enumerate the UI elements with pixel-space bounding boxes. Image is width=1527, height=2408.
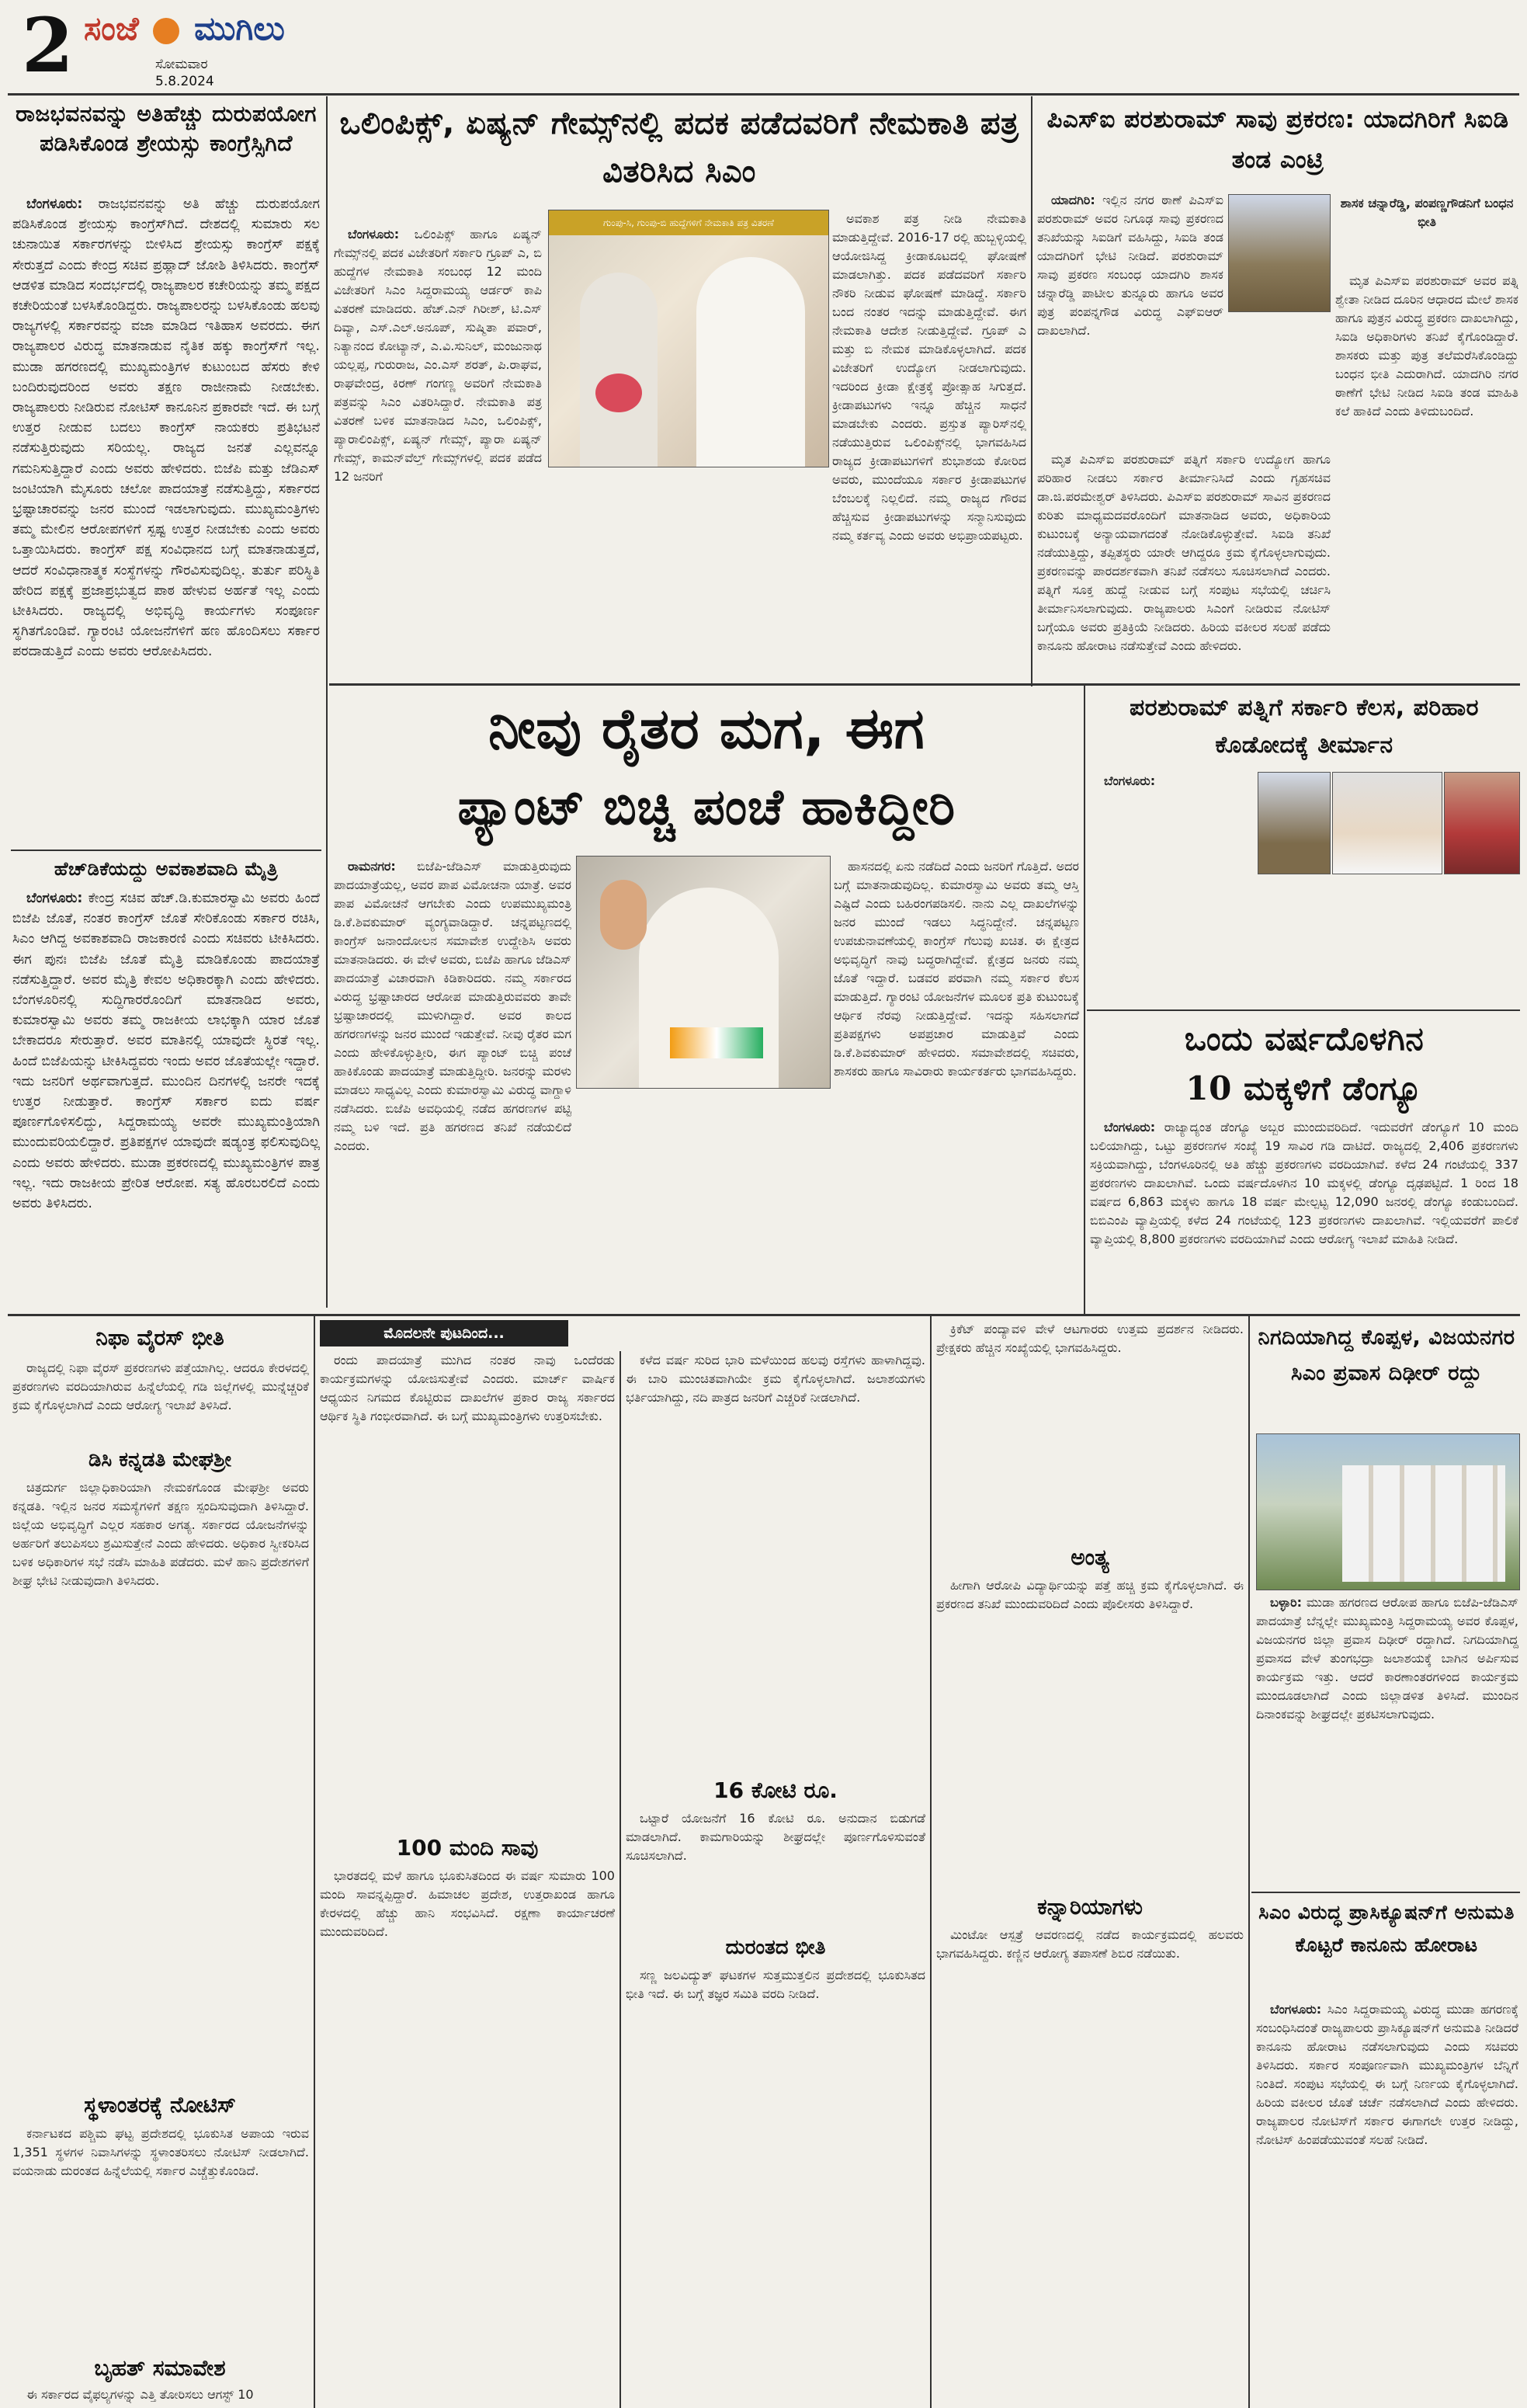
- left-dateline: ಬೆಂಗಳೂರು:: [26, 196, 83, 212]
- masthead: [0, 0, 1527, 93]
- masthead-name-red: ಸಂಜೆ: [84, 9, 139, 47]
- koppal-photo: [1256, 1433, 1520, 1590]
- nipah-sub2-body: [12, 2125, 309, 2350]
- psi-body-mid-text: ಮೃತ ಪಿಎಸ್‌ಐ ಪರಶುರಾಮ್ ಪತ್ನಿಗೆ ಸರ್ಕಾರಿ ಉದ್ಯೋಗ ಹಾಗೂ ಪರಿಹಾರ ನೀಡಲು ಸರ್ಕಾರ ತೀರ್ಮಾನಿಸಿದೆ ಎಂದು ಗೃಹಸಚಿವ ಡಾ.ಜಿ.ಪರಮೇಶ್ವರ್ ತಿಳಿಸಿದರು. ಪಿಎಸ್‌ಐ ಪರಶುರಾಮ್ ಸಾವಿನ ಪ್ರಕರಣದ ಕುರಿತು ಮಾಧ್ಯಮದವರೊಂದಿಗೆ ಮಾತನಾಡಿದ ಅವರು, ಅಧಿಕಾರಿಯ ಕುಟುಂಬಕ್ಕೆ ಅನ್ಯಾಯವಾಗದಂತೆ ನೋಡಿಕೊಳ್ಳುತ್ತೇವೆ. ಸಿಐಡಿ ತನಿಖೆ ನಡೆಯುತ್ತಿದ್ದು, ತಪ್ಪಿತಸ್ಥರು ಯಾರೇ ಆಗಿದ್ದರೂ ಕ್ರಮ ಕೈಗೊಳ್ಳಲಾಗುವುದು. ಪ್ರಕರಣವನ್ನು ಪಾರದರ್ಶಕವಾಗಿ ತನಿಖೆ ನಡೆಸಲು ಸೂಚಿಸಲಾಗಿದೆ ಎಂದರು. ಪತ್ನಿಗೆ ಸೂಕ್ತ ಹುದ್ದೆ ನೀಡುವ ಬಗ್ಗೆ ಸಂಪುಟ ಸಭೆಯಲ್ಲಿ ಚರ್ಚಿಸಿ ತೀರ್ಮಾನಿಸಲಾಗುವುದು. ರಾಜ್ಯಪಾಲರು ಸಿಎಂಗೆ ನೀಡಿರುವ ನೋಟಿಸ್ ಬಗ್ಗೆಯೂ ಅವರು ಪ್ರತಿಕ್ರಿಯೆ ನೀಡಿದರು. ಹಿರಿಯ ವಕೀಲರ ಸಲಹೆ ಪಡೆದು ಕಾನೂನು ಹೋರಾಟ ನಡೆಸುತ್ತೇವೆ ಎಂದು ಹೇಳಿದರು.: [1037, 452, 1331, 653]
- masthead-name-blue: ಮುಗಿಲು: [194, 9, 285, 47]
- continued-col2-sub2-body: [626, 1966, 925, 2401]
- continued-col1-sub: 100 ಮಂದಿ ಸಾವು: [396, 1835, 539, 1861]
- crowd-figures: [1342, 1465, 1505, 1582]
- nipah-sub2: ಸ್ಥಳಾಂತರಕ್ಕೆ ನೋಟಿಸ್: [84, 2092, 236, 2118]
- dks-col-b: [834, 857, 1079, 1308]
- continued-col1-text: ರಂದು ಪಾದಯಾತ್ರೆ ಮುಗಿದ ನಂತರ ನಾವು ಒಂದೆರಡು ಕಾರ್ಯಕ್ರಮಗಳನ್ನು ಯೋಜಿಸುತ್ತೇವೆ ಎಂದರು. ಮಾರ್ಚ್ ವಾರ್ಷಿಕ ಆಧ್ಯಯನ ನಿಗಮದ ಕೊಟ್ಟಿರುವ ದಾಖಲೆಗಳ ಪ್ರಕಾರ ರಾಜ್ಯ ಸರ್ಕಾರದ ಆರ್ಥಿಕ ಸ್ಥಿತಿ ಗಂಭೀರವಾಗಿದೆ. ಈ ಬಗ್ಗೆ ಮುಖ್ಯಮಂತ್ರಿಗಳು ಉತ್ತರಿಸಬೇಕು.: [320, 1353, 615, 1423]
- nipah-body: [12, 1359, 309, 1444]
- olympic-body-left-text: ಒಲಿಂಪಿಕ್ಸ್ ಹಾಗೂ ಏಷ್ಯನ್ ಗೇಮ್ಸ್‌ನಲ್ಲಿ ಪದಕ ವಿಜೇತರಿಗೆ ಸರ್ಕಾರಿ ಗ್ರೂಪ್ ಎ, ಬಿ ಹುದ್ದೆಗಳ ನೇಮಕಾತಿ ಸಂಬಂಧ 12 ಮಂದಿ ವಿಜೇತರಿಗೆ ಸಿಎಂ ಸಿದ್ದರಾಮಯ್ಯ ಆರ್ಡರ್ ಕಾಪಿ ವಿತರಣೆ ಮಾಡಿದರು. ಹೆಚ್.ಎನ್ ಗಿರೀಶ್, ಟಿ.ಎಸ್ ದಿವ್ಯಾ, ಎಸ್.ಎಲ್.ಅನೂಪ್, ಸುಷ್ಮಿತಾ ಪವಾರ್, ನಿತ್ಯಾನಂದ ಕೋಟ್ಯಾನ್, ಎ.ವಿ.ಸುನಿಲ್, ಮಂಜುನಾಥ ಯಲ್ಲಪ್ಪ, ಗುರುರಾಜ, ಎಂ.ಎಸ್ ಶರತ್, ಪಿ.ರಾಘವ, ರಾಘವೇಂದ್ರ, ಕಿರಣ್ ಗಂಗಣ್ಣ ಅವರಿಗೆ ನೇಮಕಾತಿ ಪತ್ರವನ್ನು ಸಿಎಂ ವಿತರಿಸಿದ್ದಾರೆ. ನೇಮಕಾತಿ ಪತ್ರ ವಿತರಣೆ ಬಳಿಕ ಮಾತನಾಡಿದ ಸಿಎಂ, ಒಲಿಂಪಿಕ್ಸ್, ಪ್ಯಾರಾಲಿಂಪಿಕ್ಸ್, ಏಷ್ಯನ್ ಗೇಮ್ಸ್, ಪ್ಯಾರಾ ಏಷ್ಯನ್ ಗೇಮ್ಸ್, ಕಾಮನ್‌ವೆಲ್ತ್ ಗೇಮ್ಸ್‌ಗಳಲ್ಲಿ ಪದಕ ಪಡೆದ 12 ಜನರಿಗೆ: [334, 227, 542, 484]
- olympic-body-left: [334, 225, 542, 668]
- continued-col1-sub-body: [320, 1867, 615, 2333]
- parashuram-photo-1: [1258, 772, 1331, 874]
- psi-body-top-text: ಇಲ್ಲಿನ ನಗರ ಠಾಣೆ ಪಿಎಸ್‌ಐ ಪರಶುರಾಮ್ ಅವರ ನಿಗೂಢ ಸಾವು ಪ್ರಕರಣದ ತನಿಖೆಯನ್ನು ಸಿಐಡಿಗೆ ವಹಿಸಿದ್ದು, ಸಿಐಡಿ ತಂಡ ಯಾದಗಿರಿಗೆ ಭೇಟಿ ನೀಡಿದೆ. ಪರಶುರಾಮ್ ಸಾವು ಪ್ರಕರಣ ಸಂಬಂಧ ಯಾದಗಿರಿ ಶಾಸಕ ಚನ್ನಾರೆಡ್ಡಿ ಪಾಟೀಲ ತುನ್ನೂರು ಹಾಗೂ ಅವರ ಪುತ್ರ ಪಂಪನ್ನಗೌಡ ವಿರುದ್ಧ ಎಫ್‌ಐಆರ್ ದಾಖಲಾಗಿದೆ.: [1037, 193, 1223, 338]
- parashuram-photo-2: [1332, 772, 1442, 874]
- nipah-sub1: ಡಿಸಿ ಕನ್ನಡತಿ ಮೇಘಶ್ರೀ: [88, 1448, 231, 1472]
- psi-headline: ಪಿಎಸ್‌ಐ ಪರಶುರಾಮ್ ಸಾವು ಪ್ರಕರಣ: ಯಾದಗಿರಿಗೆ ಸಿಐಡಿ ತಂಡ ಎಂಟ್ರಿ: [1046, 106, 1509, 174]
- nipah-body-text: ರಾಜ್ಯದಲ್ಲಿ ನಿಫಾ ವೈರಸ್ ಪ್ರಕರಣಗಳು ಪತ್ತೆಯಾಗಿಲ್ಲ. ಆದರೂ ಕೇರಳದಲ್ಲಿ ಪ್ರಕರಣಗಳು ವರದಿಯಾಗಿರುವ ಹಿನ್ನೆಲೆಯಲ್ಲಿ ಗಡಿ ಜಿಲ್ಲೆಗಳಲ್ಲಿ ಮುನ್ನೆಚ್ಚರಿಕೆ ಕ್ರಮ ಕೈಗೊಳ್ಳಲಾಗಿದೆ ಎಂದು ಆರೋಗ್ಯ ಇಲಾಖೆ ತಿಳಿಸಿದೆ.: [12, 1360, 309, 1412]
- continued-col2-sub: 16 ಕೋಟಿ ರೂ.: [713, 1777, 838, 1803]
- masthead-date: 5.8.2024: [155, 74, 214, 89]
- continued-col1: [320, 1351, 615, 1786]
- dengue-body-text: ರಾಜ್ಯಾದ್ಯಂತ ಡೆಂಗ್ಯೂ ಅಬ್ಬರ ಮುಂದುವರಿದಿದೆ. ಇದುವರೆಗೆ ಡೆಂಗ್ಯೂಗೆ 10 ಮಂದಿ ಬಲಿಯಾಗಿದ್ದು, ಒಟ್ಟು ಪ್ರಕರಣಗಳ ಸಂಖ್ಯೆ 19 ಸಾವಿರ ಗಡಿ ದಾಟಿದೆ. ರಾಜ್ಯದಲ್ಲಿ 2,406 ಪ್ರಕರಣಗಳು ಸಕ್ರಿಯವಾಗಿದ್ದು, ಬೆಂಗಳೂರಿನಲ್ಲಿ ಅತಿ ಹೆಚ್ಚು ಪ್ರಕರಣಗಳು ವರದಿಯಾಗಿವೆ. ಕಳೆದ 24 ಗಂಟೆಯಲ್ಲಿ 337 ಪ್ರಕರಣಗಳು ದಾಖಲಾಗಿವೆ. ಒಂದು ವರ್ಷದೊಳಗಿನ 10 ಮಕ್ಕಳಲ್ಲಿ ಡೆಂಗ್ಯೂ ದೃಢಪಟ್ಟಿದೆ. 1 ರಿಂದ 18 ವರ್ಷದ 6,863 ಮಕ್ಕಳು ಹಾಗೂ 18 ವರ್ಷ ಮೇಲ್ಪಟ್ಟ 12,090 ಜನರಲ್ಲಿ ಡೆಂಗ್ಯೂ ಕಂಡುಬಂದಿದೆ. ಬಿಬಿಎಂಪಿ ವ್ಯಾಪ್ತಿಯಲ್ಲಿ ಕಳೆದ 24 ಗಂಟೆಯಲ್ಲಿ 123 ಪ್ರಕರಣಗಳು ದಾಖಲಾಗಿವೆ. ಇಲ್ಲಿಯವರೆಗೆ ಪಾಲಿಕೆ ವ್ಯಾಪ್ತಿಯಲ್ಲಿ 8,800 ಪ್ರಕರಣಗಳು ವರದಿಯಾಗಿವೆ ಎಂದು ಆರೋಗ್ಯ ಇಲಾಖೆ ಮಾಹಿತಿ ನೀಡಿದೆ.: [1090, 1120, 1518, 1246]
- continued-col3-sub: ಅಂತ್ಯ: [1071, 1545, 1109, 1570]
- koppal-subheadline: ಸಿಎಂ ವಿರುದ್ಧ ಪ್ರಾಸಿಕ್ಯೂಷನ್‌ಗೆ ಅನುಮತಿ ಕೊಟ್ಟರೆ ಕಾನೂನು ಹೋರಾಟ: [1258, 1901, 1515, 1956]
- speaker-figure: [639, 888, 779, 1089]
- continued-col1-sub-body-text: ಭಾರತದಲ್ಲಿ ಮಳೆ ಹಾಗೂ ಭೂಕುಸಿತದಿಂದ ಈ ವರ್ಷ ಸುಮಾರು 100 ಮಂದಿ ಸಾವನ್ನಪ್ಪಿದ್ದಾರೆ. ಹಿಮಾಚಲ ಪ್ರದೇಶ, ಉತ್ತರಾಖಂಡ ಹಾಗೂ ಕೇರಳದಲ್ಲಿ ಹೆಚ್ಚು ಹಾನಿ ಸಂಭವಿಸಿದೆ. ರಕ್ಷಣಾ ಕಾರ್ಯಾಚರಣೆ ಮುಂದುವರಿದಿದೆ.: [320, 1868, 615, 1939]
- koppal-sub-body: [1256, 2000, 1518, 2401]
- psi-body-mid: [1037, 450, 1331, 668]
- party-scarf: [670, 1027, 763, 1058]
- continued-col2-sub-body-text: ಒಟ್ಟಾರೆ ಯೋಜನೆಗೆ 16 ಕೋಟಿ ರೂ. ಅನುದಾನ ಬಿಡುಗಡೆ ಮಾಡಲಾಗಿದೆ. ಕಾಮಗಾರಿಯನ್ನು ಶೀಘ್ರದಲ್ಲೇ ಪೂರ್ಣಗೊಳಿಸುವಂತೆ ಸೂಚಿಸಲಾಗಿದೆ.: [626, 1811, 925, 1863]
- continued-col3-sub-body-text: ಹೀಗಾಗಿ ಆರೋಪಿ ವಿದ್ಯಾರ್ಥಿಯನ್ನು ಪತ್ತೆ ಹಚ್ಚಿ ಕ್ರಮ ಕೈಗೊಳ್ಳಲಾಗಿದೆ. ಈ ಪ್ರಕರಣದ ತನಿಖೆ ಮುಂದುವರಿದಿದೆ ಎಂದು ಪೊಲೀಸರು ತಿಳಿಸಿದ್ದಾರೆ.: [936, 1578, 1244, 1611]
- continued-col3-sub2-body-text: ಮಿಂಟೋ ಆಸ್ಪತ್ರೆ ಆವರಣದಲ್ಲಿ ನಡೆದ ಕಾರ್ಯಕ್ರಮದಲ್ಲಿ ಹಲವರು ಭಾಗವಹಿಸಿದ್ದರು. ಕಣ್ಣಿನ ಆರೋಗ್ಯ ತಪಾಸಣೆ ಶಿಬಿರ ನಡೆಯಿತು.: [936, 1927, 1244, 1961]
- parashuram-photo-3: [1444, 772, 1520, 874]
- left-sub-body: ಕೇಂದ್ರ ಸಚಿವ ಹೆಚ್.ಡಿ.ಕುಮಾರಸ್ವಾಮಿ ಅವರು ಹಿಂದೆ ಬಿಜೆಪಿ ಜೊತೆ, ನಂತರ ಕಾಂಗ್ರೆಸ್ ಜೊತೆ ಸೇರಿಕೊಂಡು ಸರ್ಕಾರ ರಚಿಸಿ, ಸಿಎಂ ಆಗಿದ್ದ ಅವಕಾಶವಾದಿ ರಾಜಕಾರಣಿ ಎಂದು ಸಚಿವರು ಟೀಕಿಸಿದರು. ಈಗ ಪುನಃ ಬಿಜೆಪಿ ಜೊತೆ ಮೈತ್ರಿ ಮಾಡಿಕೊಂಡು ಪಾದಯಾತ್ರೆ ನಡೆಸುತ್ತಿದ್ದಾರೆ. ಅವರ ಮೈತ್ರಿ ಕೇವಲ ಅಧಿಕಾರಕ್ಕಾಗಿ ಎಂದು ಹೇಳಿದರು. ಬೆಂಗಳೂರಿನಲ್ಲಿ ಸುದ್ದಿಗಾರರೊಂದಿಗೆ ಮಾತನಾಡಿದ ಅವರು, ಕುಮಾರಸ್ವಾಮಿ ಅವರು ತಮ್ಮ ರಾಜಕೀಯ ಲಾಭಕ್ಕಾಗಿ ಯಾರ ಜೊತೆ ಬೇಕಾದರೂ ಸೇರುತ್ತಾರೆ. ಅವರ ಮಾತಿನಲ್ಲಿ ಯಾವುದೇ ಸ್ಥಿರತೆ ಇಲ್ಲ. ಹಿಂದೆ ಬಿಜೆಪಿಯನ್ನು ಟೀಕಿಸಿದ್ದವರು ಇಂದು ಅವರ ಜೊತೆಯಲ್ಲೇ ಇದ್ದಾರೆ. ಇದು ಜನರಿಗೆ ಅರ್ಥವಾಗುತ್ತದೆ. ಮುಂದಿನ ದಿನಗಳಲ್ಲಿ ಜನರೇ ಇದಕ್ಕೆ ಉತ್ತರ ನೀಡುತ್ತಾರೆ. ಕಾಂಗ್ರೆಸ್ ಸರ್ಕಾರ ಐದು ವರ್ಷ ಪೂರ್ಣಗೊಳಿಸಲಿದ್ದು, ಸಿದ್ದರಾಮಯ್ಯ ಅವರೇ ಮುಖ್ಯಮಂತ್ರಿಯಾಗಿ ಮುಂದುವರಿಯಲಿದ್ದಾರೆ. ಪ್ರತಿಪಕ್ಷಗಳ ಯಾವುದೇ ಷಡ್ಯಂತ್ರ ಫಲಿಸುವುದಿಲ್ಲ ಎಂದು ಅವರು ಹೇಳಿದರು. ಮುಡಾ ಪ್ರಕರಣದಲ್ಲಿ ಮುಖ್ಯಮಂತ್ರಿಗಳ ಪಾತ್ರ ಇಲ್ಲ. ಇದು ರಾಜಕೀಯ ಪ್ರೇರಿತ ಆರೋಪ. ಸತ್ಯ ಹೊರಬರಲಿದೆ ಎಂದು ಅವರು ತಿಳಿಸಿದರು.: [12, 891, 320, 1212]
- dengue-headline-2: 10 ಮಕ್ಕಳಿಗೆ ಡೆಂಗ್ಯೂ: [1185, 1069, 1423, 1107]
- dks-dateline: ರಾಮನಗರ:: [348, 859, 396, 874]
- left-headline: ರಾಜಭವನವನ್ನು ಅತಿಹೆಚ್ಚು ದುರುಪಯೋಗ ಪಡಿಸಿಕೊಂಡ ಶ್ರೇಯಸ್ಸು ಕಾಂಗ್ರೆಸ್ಸಿಗಿದೆ: [16, 101, 317, 156]
- nipah-sub3-body: [12, 2385, 309, 2406]
- left-sub-dateline: ಬೆಂಗಳೂರು:: [26, 891, 83, 906]
- parashuram-job-dateline-box: [1090, 772, 1253, 818]
- nipah-sub1-body-text: ಚಿತ್ರದುರ್ಗ ಜಿಲ್ಲಾಧಿಕಾರಿಯಾಗಿ ನೇಮಕಗೊಂಡ ಮೇಘಶ್ರೀ ಅವರು ಕನ್ನಡತಿ. ಇಲ್ಲಿನ ಜನರ ಸಮಸ್ಯೆಗಳಿಗೆ ತಕ್ಷಣ ಸ್ಪಂದಿಸುವುದಾಗಿ ತಿಳಿಸಿದ್ದಾರೆ. ಜಿಲ್ಲೆಯ ಅಭಿವೃದ್ಧಿಗೆ ಎಲ್ಲರ ಸಹಕಾರ ಅಗತ್ಯ. ಸರ್ಕಾರದ ಯೋಜನೆಗಳನ್ನು ಅರ್ಹರಿಗೆ ತಲುಪಿಸಲು ಶ್ರಮಿಸುತ್ತೇನೆ ಎಂದು ಹೇಳಿದರು. ಅಧಿಕಾರ ಸ್ವೀಕರಿಸಿದ ಬಳಿಕ ಅಧಿಕಾರಿಗಳ ಸಭೆ ನಡೆಸಿ ಮಾಹಿತಿ ಪಡೆದರು. ಮಳೆ ಹಾನಿ ಪ್ರದೇಶಗಳಿಗೆ ಶೀಘ್ರ ಭೇಟಿ ನೀಡುವುದಾಗಿ ತಿಳಿಸಿದರು.: [12, 1480, 309, 1588]
- olympic-body-right-text: ಅವಕಾಶ ಪತ್ರ ನೀಡಿ ನೇಮಕಾತಿ ಮಾಡುತ್ತಿದ್ದೇವೆ. 2016-17 ರಲ್ಲಿ ಹುಬ್ಬಳ್ಳಿಯಲ್ಲಿ ಆಯೋಜಿಸಿದ್ದ ಕ್ರೀಡಾಕೂಟದಲ್ಲಿ ಘೋಷಣೆ ಮಾಡಲಾಗಿತ್ತು. ಪದಕ ಪಡೆದವರಿಗೆ ಸರ್ಕಾರಿ ನೌಕರಿ ನೀಡುವ ಘೋಷಣೆ ಮಾಡಿದ್ದೆ. ಸರ್ಕಾರಿ ಬಂದ ನಂತರ ಇದನ್ನು ಮಾಡುತ್ತಿದ್ದೇವೆ. ಈಗ ನೇಮಕಾತಿ ಆದೇಶ ನೀಡುತ್ತಿದ್ದೇವೆ. ಗ್ರೂಪ್ ಎ ಮತ್ತು ಬಿ ನೇಮಕ ಮಾಡಿಕೊಳ್ಳಲಾಗಿದೆ. ಪದಕ ವಿಜೇತರಿಗೆ ಉದ್ಯೋಗ ನೀಡಲಾಗುವುದು. ಇದರಿಂದ ಕ್ರೀಡಾ ಕ್ಷೇತ್ರಕ್ಕೆ ಪ್ರೋತ್ಸಾಹ ಸಿಗುತ್ತದೆ. ಕ್ರೀಡಾಪಟುಗಳು ಇನ್ನೂ ಹೆಚ್ಚಿನ ಸಾಧನೆ ಮಾಡಬೇಕು ಎಂದರು. ಪ್ರಸ್ತುತ ಪ್ಯಾರಿಸ್‌ನಲ್ಲಿ ನಡೆಯುತ್ತಿರುವ ಒಲಿಂಪಿಕ್ಸ್‌ನಲ್ಲಿ ಭಾಗವಹಿಸಿದ ರಾಜ್ಯದ ಕ್ರೀಡಾಪಟುಗಳಿಗೆ ಶುಭಾಶಯ ಕೋರಿದ ಅವರು, ಮುಂದೆಯೂ ಸರ್ಕಾರ ಕ್ರೀಡಾಪಟುಗಳ ಬೆಂಬಲಕ್ಕೆ ನಿಲ್ಲಲಿದೆ. ನಮ್ಮ ರಾಜ್ಯದ ಗೌರವ ಹೆಚ್ಚಿಸುವ ಕ್ರೀಡಾಪಟುಗಳನ್ನು ಸನ್ಮಾನಿಸುವುದು ನಮ್ಮ ಕರ್ತವ್ಯ ಎಂದು ಅವರು ಅಭಿಪ್ರಾಯಪಟ್ಟರು.: [832, 211, 1026, 543]
- nipah-sub1-body: [12, 1479, 309, 2084]
- left-article-body: [12, 194, 320, 846]
- continued-col3-text: ಕ್ರಿಕೆಟ್ ಪಂದ್ಯಾವಳಿ ವೇಳೆ ಆಟಗಾರರು ಉತ್ತಮ ಪ್ರದರ್ಶನ ನೀಡಿದರು. ಪ್ರೇಕ್ಷಕರು ಹೆಚ್ಚಿನ ಸಂಖ್ಯೆಯಲ್ಲಿ ಭಾಗವಹಿಸಿದ್ದರು.: [936, 1322, 1244, 1355]
- psi-body-bottom: [1335, 272, 1518, 668]
- koppal-headline: ನಿಗದಿಯಾಗಿದ್ದ ಕೊಪ್ಪಳ, ವಿಜಯನಗರ ಸಿಎಂ ಪ್ರವಾಸ ದಿಢೀರ್ ರದ್ದು: [1258, 1326, 1515, 1385]
- raised-hand: [600, 880, 647, 950]
- continued-col2-sub2: ದುರಂತದ ಭೀತಿ: [725, 1936, 826, 1959]
- page-number: 2: [22, 3, 74, 89]
- psi-subhead: ಶಾಸಕ ಚನ್ನಾರೆಡ್ಡಿ, ಪಂಪಣ್ಣಗೌಡನಿಗೆ ಬಂಧನ ಭೀತಿ: [1340, 196, 1514, 229]
- koppal-sub-dateline: ಬೆಂಗಳೂರು:: [1270, 2002, 1322, 2017]
- nipah-sub3-body-text: ಈ ಸರ್ಕಾರದ ವೈಫಲ್ಯಗಳನ್ನು ಎತ್ತಿ ತೋರಿಸಲು ಆಗಸ್ಟ್ 10: [26, 2387, 254, 2402]
- continued-label: ಮೊದಲನೇ ಪುಟದಿಂದ...: [320, 1320, 568, 1346]
- dengue-dateline: ಬೆಂಗಳೂರು:: [1104, 1120, 1156, 1135]
- psi-dateline: ಯಾದಗಿರಿ:: [1051, 193, 1095, 207]
- koppal-sub-body-text: ಸಿಎಂ ಸಿದ್ದರಾಮಯ್ಯ ವಿರುದ್ಧ ಮುಡಾ ಹಗರಣಕ್ಕೆ ಸಂಬಂಧಿಸಿದಂತೆ ರಾಜ್ಯಪಾಲರು ಪ್ರಾಸಿಕ್ಯೂಷನ್‌ಗೆ ಅನುಮತಿ ನೀಡಿದರೆ ಕಾನೂನು ಹೋರಾಟ ನಡೆಸಲಾಗುವುದು ಎಂದು ಸಚಿವರು ತಿಳಿಸಿದರು. ಸರ್ಕಾರ ಸಂಪೂರ್ಣವಾಗಿ ಮುಖ್ಯಮಂತ್ರಿಗಳ ಬೆನ್ನಿಗೆ ನಿಂತಿದೆ. ಸಂಪುಟ ಸಭೆಯಲ್ಲಿ ಈ ಬಗ್ಗೆ ನಿರ್ಣಯ ಕೈಗೊಳ್ಳಲಾಗಿದೆ. ಹಿರಿಯ ವಕೀಲರ ಜೊತೆ ಚರ್ಚೆ ನಡೆಸಲಾಗಿದೆ ಎಂದು ಹೇಳಿದರು. ರಾಜ್ಯಪಾಲರ ನೋಟಿಸ್‌ಗೆ ಸರ್ಕಾರ ಈಗಾಗಲೇ ಉತ್ತರ ನೀಡಿದ್ದು, ನೋಟಿಸ್ ಹಿಂಪಡೆಯುವಂತೆ ಸಲಹೆ ನೀಡಿದೆ.: [1256, 2002, 1518, 2147]
- dks-photo: [576, 856, 831, 1089]
- dks-headline-2: ಪ್ಯಾಂಟ್ ಬಿಚ್ಚಿ ಪಂಚೆ ಹಾಕಿದ್ದೀರಿ: [457, 779, 956, 836]
- left-body-text: ರಾಜಭವನವನ್ನು ಅತಿ ಹೆಚ್ಚು ದುರುಪಯೋಗ ಪಡಿಸಿಕೊಂಡ ಶ್ರೇಯಸ್ಸು ಕಾಂಗ್ರೆಸ್‌ಗಿದೆ. ದೇಶದಲ್ಲಿ ಸುಮಾರು ಸಲ ಚುನಾಯಿತ ಸರ್ಕಾರಗಳನ್ನು ಬೀಳಿಸಿದ ಶ್ರೇಯಸ್ಸು ಕಾಂಗ್ರೆಸ್ ಪಕ್ಷಕ್ಕೆ ಸೇರುತ್ತದೆ ಎಂದು ಕೇಂದ್ರ ಸಚಿವ ಪ್ರಹ್ಲಾದ್ ಜೋಶಿ ತಿಳಿಸಿದರು. ಕಾಂಗ್ರೆಸ್ ಆಡಳಿತ ಮಾಡಿದ ಸಂದರ್ಭದಲ್ಲಿ ರಾಜ್ಯಪಾಲರ ಕಚೇರಿಯನ್ನು ತಮ್ಮ ಪಕ್ಷದ ಕಚೇರಿಯಂತೆ ಬಳಸಿಕೊಂಡಿದ್ದರು. ರಾಜ್ಯಪಾಲರನ್ನು ಬಳಸಿಕೊಂಡು ಹಲವು ರಾಜ್ಯಗಳಲ್ಲಿ ಸರ್ಕಾರವನ್ನು ವಜಾ ಮಾಡಿದ ಇತಿಹಾಸ ಅವರದು. ಈಗ ರಾಜ್ಯಪಾಲರ ವಿರುದ್ಧ ಮಾತನಾಡುವ ನೈತಿಕ ಹಕ್ಕು ಕಾಂಗ್ರೆಸ್‌ಗೆ ಇಲ್ಲ. ಮುಡಾ ಹಗರಣದಲ್ಲಿ ಮುಖ್ಯಮಂತ್ರಿಗಳ ಕುಟುಂಬದ ಹೆಸರು ಕೇಳಿ ಬಂದಿರುವುದರಿಂದ ಅವರು ತಕ್ಷಣ ರಾಜೀನಾಮೆ ನೀಡಬೇಕು. ರಾಜ್ಯಪಾಲರು ನೀಡಿರುವ ನೋಟಿಸ್ ಕಾನೂನಿನ ಪ್ರಕಾರವೇ ಇದೆ. ಈ ಬಗ್ಗೆ ಉತ್ತರ ನೀಡುವ ಬದಲು ಕಾಂಗ್ರೆಸ್ ನಾಯಕರು ಪ್ರತಿಭಟನೆ ನಡೆಸುತ್ತಿರುವುದು ಸರಿಯಲ್ಲ. ರಾಜ್ಯದ ಜನತೆ ಎಲ್ಲವನ್ನೂ ಗಮನಿಸುತ್ತಿದ್ದಾರೆ ಎಂದು ಅವರು ಹೇಳಿದರು. ಬಿಜೆಪಿ ಮತ್ತು ಜೆಡಿಎಸ್ ಜಂಟಿಯಾಗಿ ಮೈಸೂರು ಚಲೋ ಪಾದಯಾತ್ರೆ ನಡೆಸುತ್ತಿದ್ದು, ಸರ್ಕಾರದ ಭ್ರಷ್ಟಾಚಾರವನ್ನು ಜನರ ಮುಂದೆ ಇಡಲಾಗುವುದು. ಮುಖ್ಯಮಂತ್ರಿಗಳು ತಮ್ಮ ಮೇಲಿನ ಆರೋಪಗಳಿಗೆ ಸ್ಪಷ್ಟ ಉತ್ತರ ನೀಡಬೇಕು ಎಂದು ಅವರು ಒತ್ತಾಯಿಸಿದರು. ಕಾಂಗ್ರೆಸ್ ಪಕ್ಷ ಸಂವಿಧಾನದ ಬಗ್ಗೆ ಮಾತನಾಡುತ್ತದೆ, ಆದರೆ ಸಂವಿಧಾನಾತ್ಮಕ ಸಂಸ್ಥೆಗಳನ್ನು ಗೌರವಿಸುವುದಿಲ್ಲ. ತುರ್ತು ಪರಿಸ್ಥಿತಿ ಹೇರಿದ ಪಕ್ಷಕ್ಕೆ ಪ್ರಜಾಪ್ರಭುತ್ವದ ಪಾಠ ಹೇಳುವ ಅರ್ಹತೆ ಇಲ್ಲ ಎಂದು ಟೀಕಿಸಿದರು. ರಾಜ್ಯದಲ್ಲಿ ಅಭಿವೃದ್ಧಿ ಕಾರ್ಯಗಳು ಸಂಪೂರ್ಣ ಸ್ಥಗಿತಗೊಂಡಿವೆ. ಗ್ಯಾರಂಟಿ ಯೋಜನೆಗಳಿಗೆ ಹಣ ಹೊಂದಿಸಲು ಸರ್ಕಾರ ಪರದಾಡುತ್ತಿದೆ ಎಂದು ಅವರು ಆರೋಪಿಸಿದರು.: [12, 196, 320, 660]
- nipah-sub2-body-text: ಕರ್ನಾಟಕದ ಪಶ್ಚಿಮ ಘಟ್ಟ ಪ್ರದೇಶದಲ್ಲಿ ಭೂಕುಸಿತ ಅಪಾಯ ಇರುವ 1,351 ಸ್ಥಳಗಳ ನಿವಾಸಿಗಳನ್ನು ಸ್ಥಳಾಂತರಿಸಲು ನೋಟಿಸ್ ನೀಡಲಾಗಿದೆ. ವಯನಾಡು ದುರಂತದ ಹಿನ್ನೆಲೆಯಲ್ಲಿ ಸರ್ಕಾರ ಎಚ್ಚೆತ್ತುಕೊಂಡಿದೆ.: [12, 2126, 309, 2178]
- left-sub-article: [12, 888, 320, 1308]
- continued-col2-sub-body: [626, 1809, 925, 1926]
- continued-col2-sub2-body-text: ಸಣ್ಣ ಜಲವಿದ್ಯುತ್ ಘಟಕಗಳ ಸುತ್ತಮುತ್ತಲಿನ ಪ್ರದೇಶದಲ್ಲಿ ಭೂಕುಸಿತದ ಭೀತಿ ಇದೆ. ಈ ಬಗ್ಗೆ ತಜ್ಞರ ಸಮಿತಿ ವರದಿ ನೀಡಿದೆ.: [626, 1968, 925, 2001]
- dks-headline-1: ನೀವು ರೈತರ ಮಗ, ಈಗ: [488, 696, 925, 761]
- dks-col-a: [334, 857, 571, 1308]
- athlete-figure: [580, 273, 658, 467]
- flower-bouquet: [595, 374, 642, 412]
- continued-col2: [626, 1351, 925, 1770]
- continued-col3: [936, 1320, 1244, 1538]
- nipah-headline: ನಿಫಾ ವೈರಸ್ ಭೀತಿ: [95, 1325, 224, 1350]
- olympic-body-right: [832, 210, 1026, 668]
- psi-body-bottom-text: ಮೃತ ಪಿಎಸ್‌ಐ ಪರಶುರಾಮ್ ಅವರ ಪತ್ನಿ ಶ್ವೇತಾ ನೀಡಿದ ದೂರಿನ ಆಧಾರದ ಮೇಲೆ ಶಾಸಕ ಹಾಗೂ ಪುತ್ರನ ವಿರುದ್ಧ ಪ್ರಕರಣ ದಾಖಲಾಗಿದ್ದು, ಸಿಐಡಿ ಅಧಿಕಾರಿಗಳು ತನಿಖೆ ಕೈಗೊಂಡಿದ್ದಾರೆ. ಶಾಸಕರು ಮತ್ತು ಪುತ್ರ ತಲೆಮರೆಸಿಕೊಂಡಿದ್ದು ಬಂಧನ ಭೀತಿ ಎದುರಾಗಿದೆ. ಯಾದಗಿರಿ ನಗರ ಠಾಣೆಗೆ ಭೇಟಿ ನೀಡಿದ ಸಿಐಡಿ ತಂಡ ಮಾಹಿತಿ ಕಲೆ ಹಾಕಿದೆ ಎಂದು ತಿಳಿದುಬಂದಿದೆ.: [1335, 273, 1518, 419]
- cm-figure: [696, 257, 805, 467]
- masthead-logo: [84, 5, 309, 54]
- dengue-headline-1: ಒಂದು ವರ್ಷದೊಳಗಿನ: [1184, 1020, 1425, 1058]
- olympic-dateline: ಬೆಂಗಳೂರು:: [348, 227, 400, 241]
- olympic-headline: ಒಲಿಂಪಿಕ್ಸ್, ಏಷ್ಯನ್ ಗೇಮ್ಸ್‌ನಲ್ಲಿ ಪದಕ ಪಡೆದವರಿಗೆ ನೇಮಕಾತಿ ಪತ್ರ ವಿತರಿಸಿದ ಸಿಎಂ: [339, 106, 1019, 189]
- continued-col3-sub2-body: [936, 1926, 1244, 2401]
- dks-col-a-text: ಬಿಜೆಪಿ-ಜೆಡಿಎಸ್ ಮಾಡುತ್ತಿರುವುದು ಪಾದಯಾತ್ರೆಯಲ್ಲ, ಅವರ ಪಾಪ ವಿಮೋಚನಾ ಯಾತ್ರೆ. ಅವರ ಪಾಪ ವಿಮೋಚನೆ ಆಗಬೇಕು ಎಂದು ಉಪಮುಖ್ಯಮಂತ್ರಿ ಡಿ.ಕೆ.ಶಿವಕುಮಾರ್ ವ್ಯಂಗ್ಯವಾಡಿದ್ದಾರೆ. ಚನ್ನಪಟ್ಟಣದಲ್ಲಿ ಕಾಂಗ್ರೆಸ್ ಜನಾಂದೋಲನ ಸಮಾವೇಶ ಉದ್ದೇಶಿಸಿ ಅವರು ಮಾತನಾಡಿದರು. ಈ ವೇಳೆ ಅವರು, ಬಿಜೆಪಿ ಹಾಗೂ ಜೆಡಿಎಸ್ ಪಾದಯಾತ್ರೆ ವಿಚಾರವಾಗಿ ಕಿಡಿಕಾರಿದರು. ನಮ್ಮ ಸರ್ಕಾರದ ವಿರುದ್ಧ ಭ್ರಷ್ಟಾಚಾರದ ಆರೋಪ ಮಾಡುತ್ತಿರುವವರು ತಾವೇ ಭ್ರಷ್ಟಾಚಾರದಲ್ಲಿ ಮುಳುಗಿದ್ದಾರೆ. ಅವರ ಕಾಲದ ಹಗರಣಗಳನ್ನು ಜನರ ಮುಂದೆ ಇಡುತ್ತೇವೆ. ನೀವು ರೈತರ ಮಗ ಎಂದು ಹೇಳಿಕೊಳ್ಳುತ್ತೀರಿ, ಈಗ ಪ್ಯಾಂಟ್ ಬಿಚ್ಚಿ ಪಂಚೆ ಹಾಕಿಕೊಂಡು ಪಾದಯಾತ್ರೆ ಮಾಡುತ್ತಿದ್ದೀರಿ. ಜನರನ್ನು ಮರಳು ಮಾಡಲು ಸಾಧ್ಯವಿಲ್ಲ ಎಂದು ಕುಮಾರಸ್ವಾಮಿ ವಿರುದ್ಧ ವಾಗ್ದಾಳಿ ನಡೆಸಿದರು. ಬಿಜೆಪಿ ಅವಧಿಯಲ್ಲಿ ನಡೆದ ಹಗರಣಗಳ ಪಟ್ಟಿ ನಮ್ಮ ಬಳಿ ಇದೆ. ಪ್ರತಿ ಹಗರಣದ ತನಿಖೆ ನಡೆಯಲಿದೆ ಎಂದರು.: [334, 859, 571, 1153]
- koppal-dateline: ಬಳ್ಳಾರಿ:: [1270, 1595, 1303, 1610]
- photo-banner: ಗುಂಪು-ಸಿ, ಗುಂಪು-ಬಿ ಹುದ್ದೆಗಳಿಗೆ ನೇಮಕಾತಿ ಪತ್ರ ವಿತರಣೆ: [549, 210, 828, 235]
- continued-col3-sub2: ಕನ್ನಾರಿಯಾಗಳು: [1037, 1894, 1143, 1920]
- masthead-day: ಸೋಮವಾರ: [155, 57, 208, 72]
- olympic-photo: [548, 210, 829, 467]
- dengue-body: [1090, 1118, 1518, 1308]
- koppal-body-text: ಮುಡಾ ಹಗರಣದ ಆರೋಪ ಹಾಗೂ ಬಿಜೆಪಿ-ಜೆಡಿಎಸ್ ಪಾದಯಾತ್ರೆ ಬೆನ್ನಲ್ಲೇ ಮುಖ್ಯಮಂತ್ರಿ ಸಿದ್ದರಾಮಯ್ಯ ಅವರ ಕೊಪ್ಪಳ, ವಿಜಯನಗರ ಜಿಲ್ಲಾ ಪ್ರವಾಸ ದಿಢೀರ್ ರದ್ದಾಗಿದೆ. ನಿಗದಿಯಾಗಿದ್ದ ಪ್ರವಾಸದ ವೇಳೆ ತುಂಗಭದ್ರಾ ಜಲಾಶಯಕ್ಕೆ ಬಾಗಿನ ಅರ್ಪಿಸುವ ಕಾರ್ಯಕ್ರಮ ಇತ್ತು. ಆದರೆ ಕಾರಣಾಂತರಗಳಿಂದ ಕಾರ್ಯಕ್ರಮ ಮುಂದೂಡಲಾಗಿದೆ ಎಂದು ಜಿಲ್ಲಾಡಳಿತ ತಿಳಿಸಿದೆ. ಮುಂದಿನ ದಿನಾಂಕವನ್ನು ಶೀಘ್ರದಲ್ಲೇ ಪ್ರಕಟಿಸಲಾಗುವುದು.: [1256, 1595, 1518, 1722]
- left-subheadline: ಹೆಚ್‌ಡಿಕೆಯದ್ದು ಅವಕಾಶವಾದಿ ಮೈತ್ರಿ: [54, 858, 279, 880]
- parashuram-job-headline: ಪರಶುರಾಮ್ ಪತ್ನಿಗೆ ಸರ್ಕಾರಿ ಕೆಲಸ, ಪರಿಹಾರ ಕೊಡೋದಕ್ಕೆ ತೀರ್ಮಾನ: [1130, 694, 1479, 759]
- psi-body-top: [1037, 191, 1223, 447]
- sun-icon: [153, 18, 179, 44]
- koppal-body: [1256, 1593, 1518, 1889]
- continued-col2-text: ಕಳೆದ ವರ್ಷ ಸುರಿದ ಭಾರಿ ಮಳೆಯಿಂದ ಹಲವು ರಸ್ತೆಗಳು ಹಾಳಾಗಿದ್ದವು. ಈ ಬಾರಿ ಮುಂಚಿತವಾಗಿಯೇ ಕ್ರಮ ಕೈಗೊಳ್ಳಲಾಗಿದೆ. ಜಲಾಶಯಗಳು ಭರ್ತಿಯಾಗಿದ್ದು, ನದಿ ಪಾತ್ರದ ಜನರಿಗೆ ಎಚ್ಚರಿಕೆ ನೀಡಲಾಗಿದೆ.: [626, 1353, 925, 1405]
- psi-photo: [1228, 194, 1331, 312]
- parashuram-job-dateline: ಬೆಂಗಳೂರು:: [1104, 773, 1156, 788]
- continued-col3-sub-body: [936, 1576, 1244, 1887]
- dks-col-b-text: ಹಾಸನದಲ್ಲಿ ಏನು ನಡೆದಿದೆ ಎಂದು ಜನರಿಗೆ ಗೊತ್ತಿದೆ. ಅದರ ಬಗ್ಗೆ ಮಾತನಾಡುವುದಿಲ್ಲ. ಕುಮಾರಸ್ವಾಮಿ ಅವರು ತಮ್ಮ ಆಸ್ತಿ ಎಷ್ಟಿದೆ ಎಂದು ಬಹಿರಂಗಪಡಿಸಲಿ. ನಾನು ಎಲ್ಲ ದಾಖಲೆಗಳನ್ನು ಜನರ ಮುಂದೆ ಇಡಲು ಸಿದ್ಧನಿದ್ದೇನೆ. ಚನ್ನಪಟ್ಟಣ ಉಪಚುನಾವಣೆಯಲ್ಲಿ ಕಾಂಗ್ರೆಸ್ ಗೆಲುವು ಖಚಿತ. ಈ ಕ್ಷೇತ್ರದ ಅಭಿವೃದ್ಧಿಗೆ ನಾವು ಬದ್ಧರಾಗಿದ್ದೇವೆ. ಕ್ಷೇತ್ರದ ಜನರು ನಮ್ಮ ಜೊತೆ ಇದ್ದಾರೆ. ಬಡವರ ಪರವಾಗಿ ನಮ್ಮ ಸರ್ಕಾರ ಕೆಲಸ ಮಾಡುತ್ತಿದೆ. ಗ್ಯಾರಂಟಿ ಯೋಜನೆಗಳ ಮೂಲಕ ಪ್ರತಿ ಕುಟುಂಬಕ್ಕೆ ಆರ್ಥಿಕ ನೆರವು ನೀಡುತ್ತಿದ್ದೇವೆ. ಇದನ್ನು ಸಹಿಸಲಾಗದೆ ಪ್ರತಿಪಕ್ಷಗಳು ಅಪಪ್ರಚಾರ ಮಾಡುತ್ತಿವೆ ಎಂದು ಡಿ.ಕೆ.ಶಿವಕುಮಾರ್ ಹೇಳಿದರು. ಸಮಾವೇಶದಲ್ಲಿ ಸಚಿವರು, ಶಾಸಕರು ಹಾಗೂ ಸಾವಿರಾರು ಕಾರ್ಯಕರ್ತರು ಭಾಗವಹಿಸಿದ್ದರು.: [834, 859, 1079, 1079]
- nipah-sub3: ಬೃಹತ್ ಸಮಾವೇಶ: [94, 2355, 226, 2381]
